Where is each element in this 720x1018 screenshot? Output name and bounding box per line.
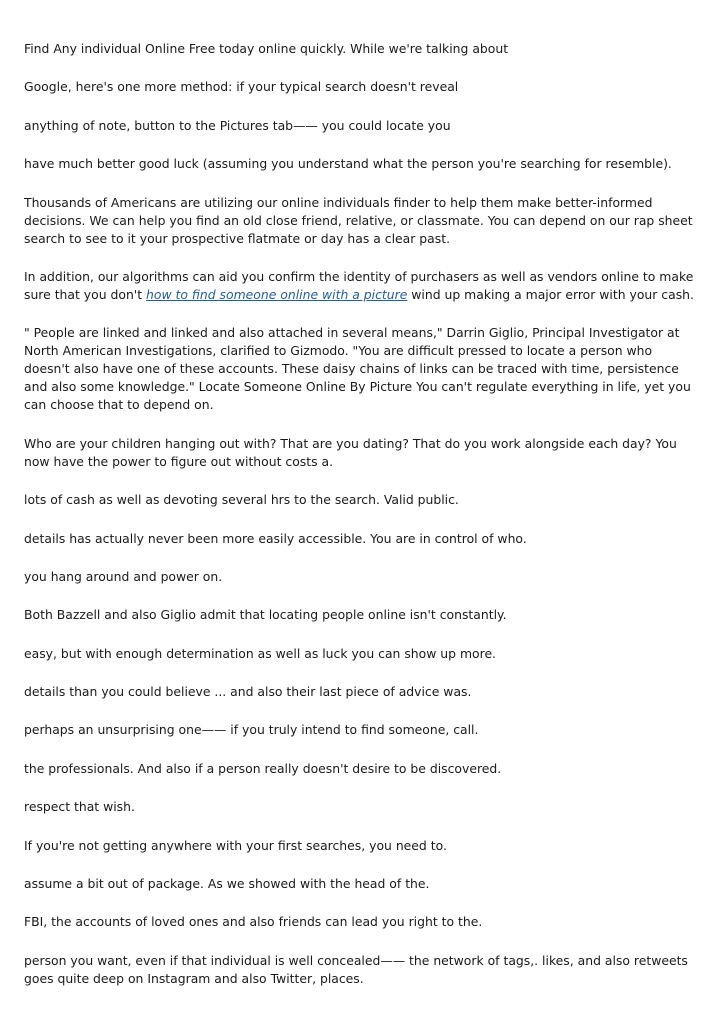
paragraph-15: perhaps an unsurprising one—— if you truly intend to find someone, call. (24, 722, 479, 738)
paragraph-7: " People are linked and linked and also attached in several means," Darrin Giglio, Principal Investigator at North American Investigations, clarified to Gizmodo. "You are difficult pressed to locate a person who doesn't also have one of these accounts. These daisy chains of links can be traced with time, persistence and also some knowledge." Locate Someone Online By Picture You can't regulate everything in life, yet you can choose that to depend on. (24, 325, 691, 413)
paragraph-2: Google, here's one more method: if your typical search doesn't reveal (24, 79, 459, 95)
find-someone-with-picture-link[interactable]: how to find someone online with a picture (146, 286, 408, 302)
paragraph-16: the professionals. And also if a person really doesn't desire to be discovered. (24, 760, 502, 776)
paragraph-3: anything of note, button to the Pictures tab—— you could locate you (24, 117, 451, 133)
paragraph-17: respect that wish. (24, 799, 135, 815)
paragraph-13: easy, but with enough determination as well as luck you can show up more. (24, 645, 496, 661)
paragraph-5: Thousands of Americans are utilizing our online individuals finder to help them make better-informed decisions. We can help you find an old close friend, relative, or classmate. You can depend on our rap sheet search to see to it your prospective flatmate or day has a clear past. (24, 194, 693, 246)
paragraph-11: you hang around and power on. (24, 568, 223, 584)
paragraph-14: details than you could believe ... and also their last piece of advice was. (24, 684, 472, 700)
paragraph-1: Find Any individual Online Free today online quickly. While we're talking about (24, 41, 509, 56)
paragraph-20: FBI, the accounts of loved ones and also friends can lead you right to the. (24, 914, 483, 930)
paragraph-8: Who are your children hanging out with? That are you dating? That do you work alongside each day? You now have the power to figure out without costs a. (24, 435, 677, 469)
paragraph-6-text-before: In addition, our algorithms can aid you confirm the identity of purchasers as well as vendors online to make sure that you don't (24, 268, 694, 302)
paragraph-6-text-after: wind up making a major error with your cash. (407, 286, 694, 302)
paragraph-12: Both Bazzell and also Giglio admit that locating people online isn't constantly. (24, 607, 507, 623)
paragraph-19: assume a bit out of package. As we showed with the head of the. (24, 876, 430, 892)
paragraph-21: person you want, even if that individual is well concealed—— the network of tags,. likes, and also retweets goes quite deep on Instagram and also Twitter, places. (24, 952, 688, 986)
paragraph-10: details has actually never been more easily accessible. You are in control of who. (24, 530, 527, 546)
document-body (24, 40, 696, 1008)
paragraph-9: lots of cash as well as devoting several hrs to the search. Valid public. (24, 492, 459, 508)
paragraph-6 (24, 268, 696, 304)
paragraph-18: If you're not getting anywhere with your first searches, you need to. (24, 837, 447, 853)
paragraph-4: have much better good luck (assuming you understand what the person you're searching for resemble). (24, 156, 672, 172)
